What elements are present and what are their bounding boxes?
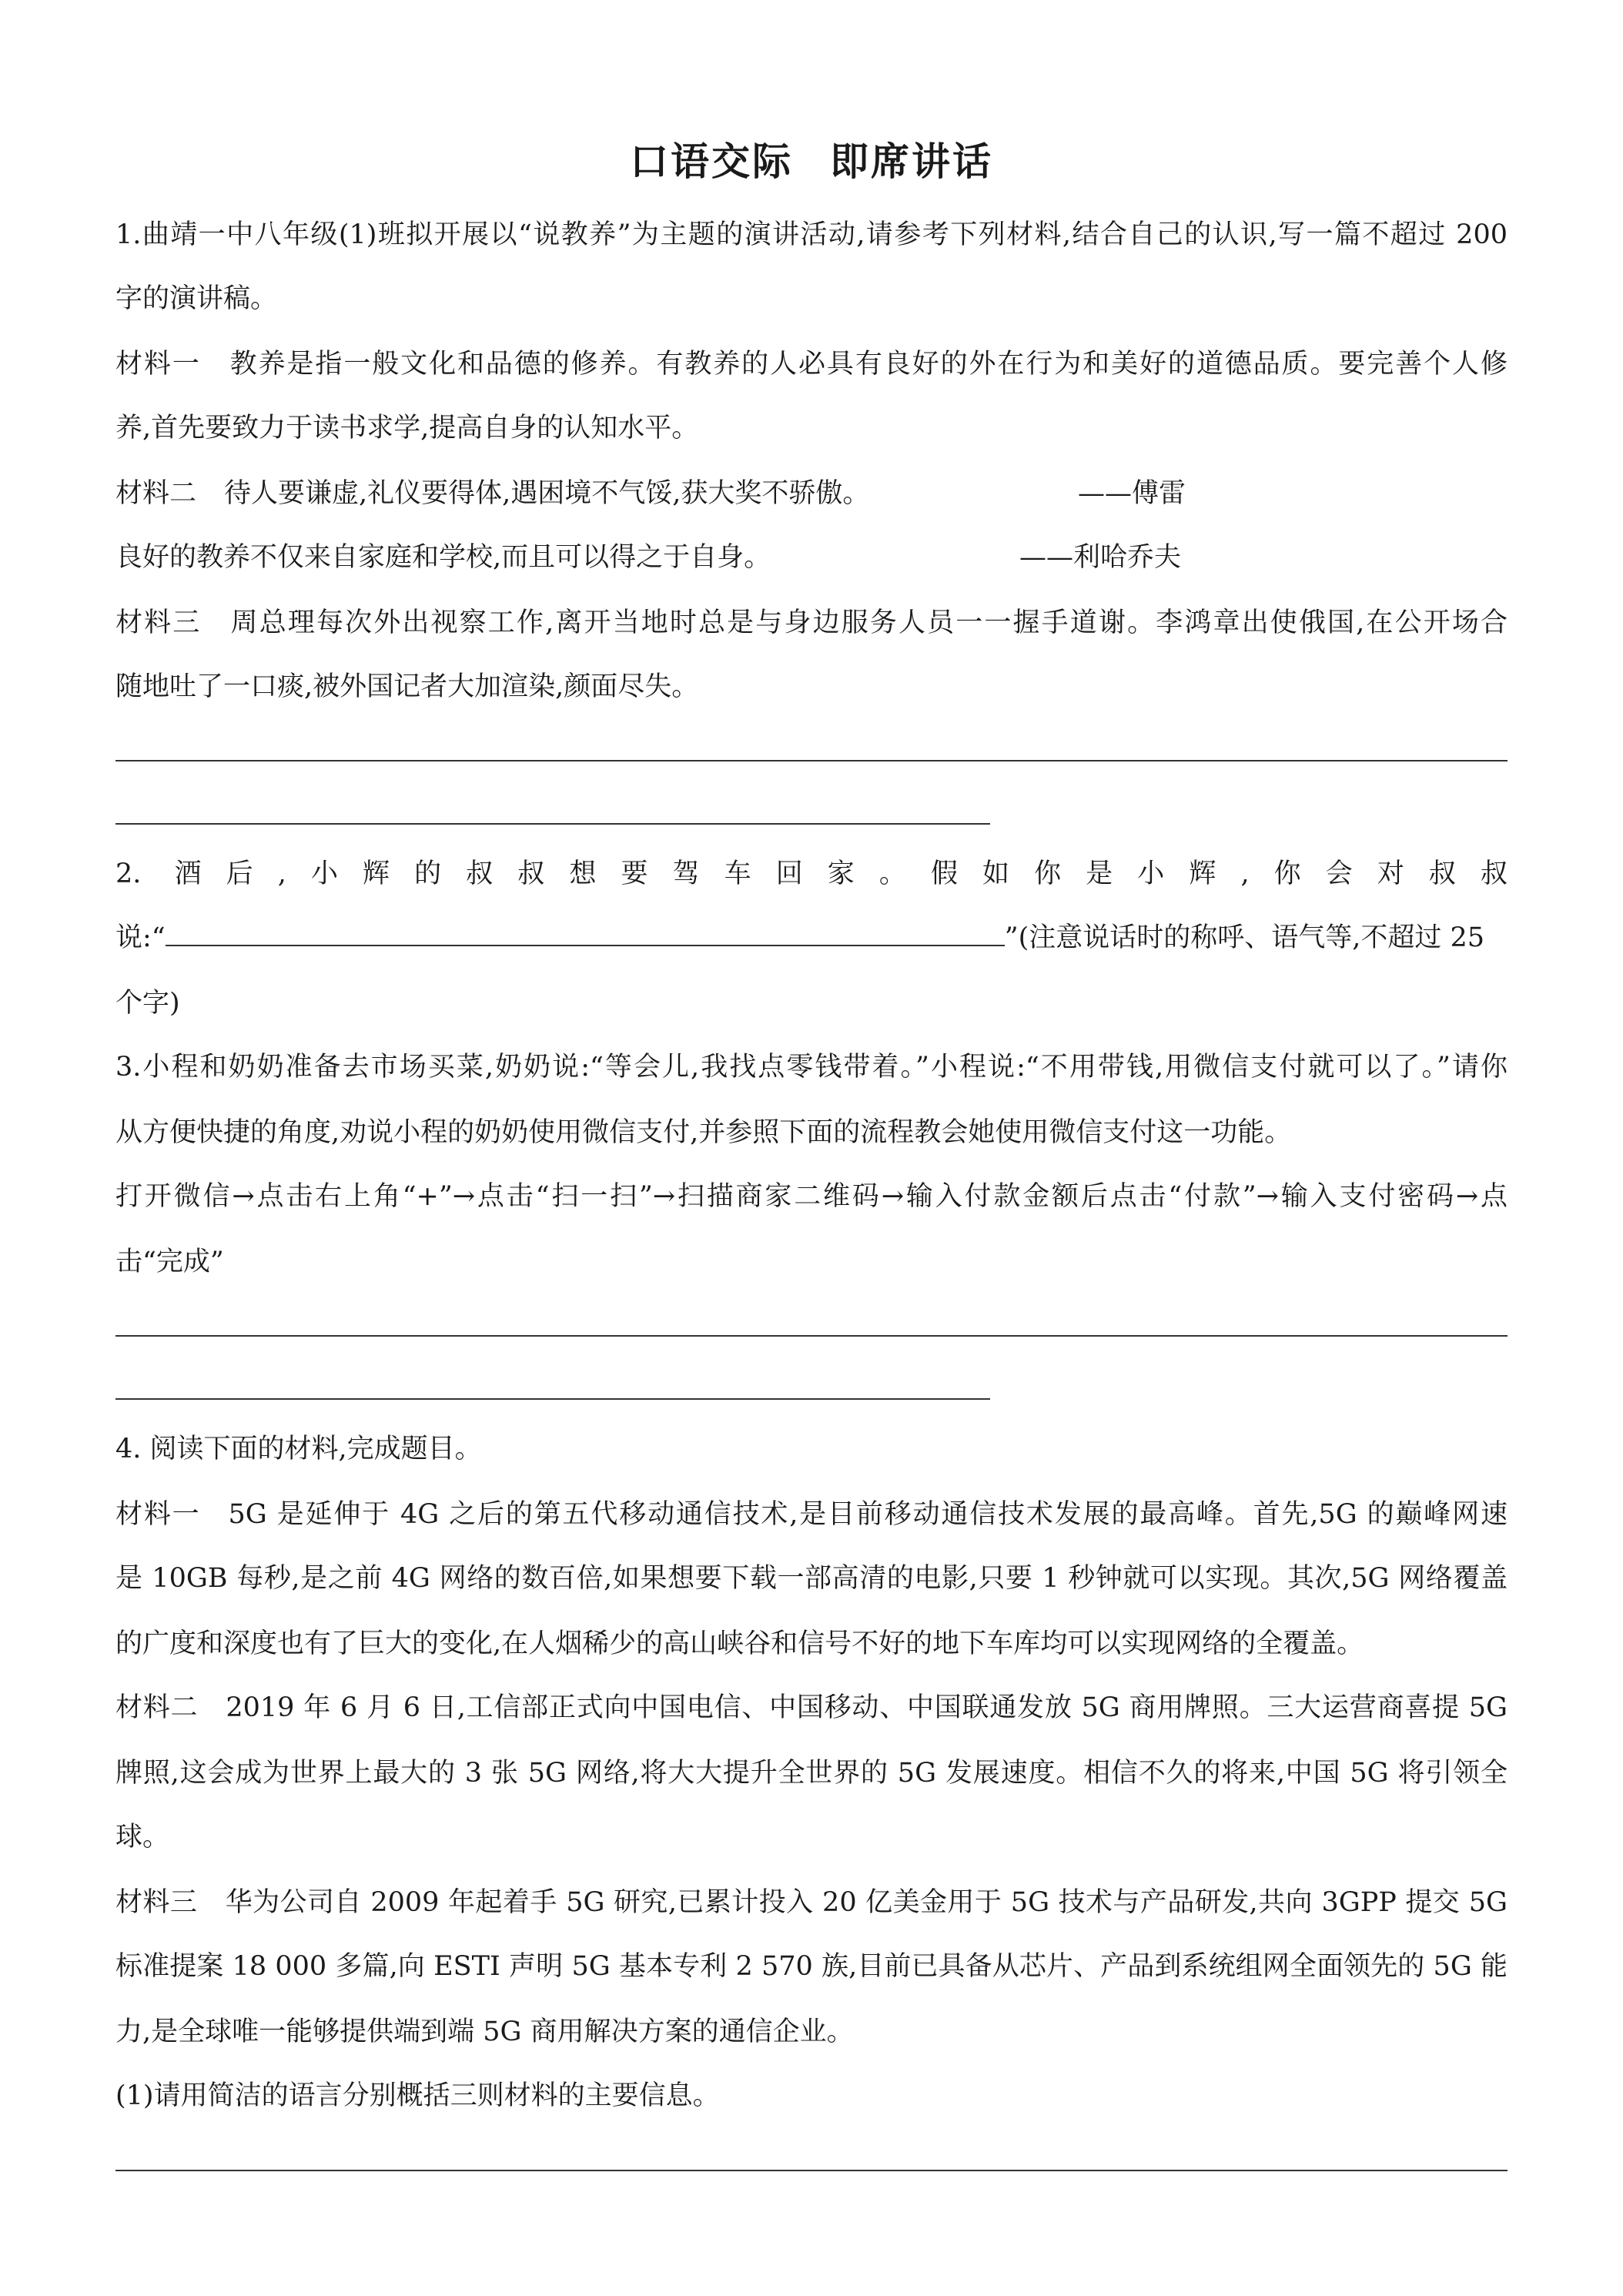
- q1-material1-line2: 养,首先要致力于读书求学,提高自身的认知水平。: [115, 413, 699, 443]
- q2-line2: 说:“ ”(注意说话时的称呼、语气等,不超过 25: [115, 922, 1485, 953]
- material-label: 材料三: [115, 607, 202, 638]
- q4-material2-line2: 牌照,这会成为世界上最大的 3 张 5G 网络,将大大提升全世界的 5G 发展速度。相信不久的将来,中国 5G 将引领全: [115, 1758, 1508, 1789]
- q1-material2-author1: ——傅雷: [1078, 478, 1186, 509]
- title-part1: 口语交际: [630, 139, 793, 184]
- q4-intro: 4. 阅读下面的材料,完成题目。: [115, 1434, 482, 1464]
- answer-line[interactable]: [115, 1398, 990, 1400]
- material-label: 材料二: [115, 478, 197, 509]
- answer-line[interactable]: [115, 1335, 1508, 1337]
- q1-material2-quote2: 良好的教养不仅来自家庭和学校,而且可以得之于自身。: [115, 542, 771, 573]
- answer-line[interactable]: [115, 823, 990, 825]
- q4-material1-line1: 材料一 5G 是延伸于 4G 之后的第五代移动通信技术,是目前移动通信技术发展的最高峰。首先,5G 的巅峰网速: [115, 1499, 1508, 1530]
- q1-material3-line2: 随地吐了一口痰,被外国记者大加渲染,颜面尽失。: [115, 671, 699, 702]
- q1-line2: 字的演讲稿。: [115, 283, 278, 314]
- q1-material1-line1: 材料一 教养是指一般文化和品德的修养。有教养的人必具有良好的外在行为和美好的道德品质。要完善个人修: [115, 349, 1508, 380]
- q4-material3-line2: 标准提案 18 000 多篇,向 ESTI 声明 5G 基本专利 2 570 族,目前已具备从芯片、产品到系统组网全面领先的 5G 能: [115, 1951, 1508, 1982]
- q3-line3: 打开微信→点击右上角“+”→点击“扫一扫”→扫描商家二维码→输入付款金额后点击“付款”→输入支付密码→点: [115, 1181, 1508, 1212]
- q3-line2: 从方便快捷的角度,劝说小程的奶奶使用微信支付,并参照下面的流程教会她使用微信支付这一功能。: [115, 1117, 1292, 1148]
- q3-line4: 击“完成”: [115, 1247, 224, 1277]
- q4-material2-line3: 球。: [115, 1822, 170, 1853]
- q4-material1-line2: 是 10GB 每秒,是之前 4G 网络的数百倍,如果想要下载一部高清的电影,只要 1 秒钟就可以实现。其次,5G 网络覆盖: [115, 1563, 1508, 1594]
- material-label: 材料一: [115, 1499, 201, 1530]
- q4-material3-line3: 力,是全球唯一能够提供端到端 5G 商用解决方案的通信企业。: [115, 2017, 854, 2047]
- q1-material2-quote1: 材料二 待人要谦虚,礼仪要得体,遇困境不气馁,获大奖不骄傲。: [115, 478, 870, 509]
- q4-material1-line3: 的广度和深度也有了巨大的变化,在人烟稀少的高山峡谷和信号不好的地下车库均可以实现网络的全覆盖。: [115, 1628, 1364, 1659]
- q1-material3-line1: 材料三 周总理每次外出视察工作,离开当地时总是与身边服务人员一一握手道谢。李鸿章出使俄国,在公开场合: [115, 607, 1508, 638]
- q1-line1: 1.曲靖一中八年级(1)班拟开展以“说教养”为主题的演讲活动,请参考下列材料,结合自己的认识,写一篇不超过 200: [115, 219, 1508, 250]
- answer-blank[interactable]: [166, 922, 1005, 946]
- answer-line[interactable]: [115, 760, 1508, 761]
- q4-material3-line1: 材料三 华为公司自 2009 年起着手 5G 研究,已累计投入 20 亿美金用于 5G 技术与产品研发,共向 3GPP 提交 5G: [115, 1887, 1508, 1918]
- material-label: 材料三: [115, 1887, 198, 1918]
- title-part2: 即席讲话: [830, 139, 993, 184]
- q3-line1: 3.小程和奶奶准备去市场买菜,奶奶说:“等会儿,我找点零钱带着。”小程说:“不用带钱,用微信支付就可以了。”请你: [115, 1052, 1508, 1083]
- material-label: 材料二: [115, 1692, 199, 1723]
- answer-line[interactable]: [115, 2170, 1508, 2171]
- q2-line1: 2. 酒后,小辉的叔叔想要驾车回家。假如你是小辉,你会对叔叔: [115, 858, 1508, 889]
- q4-material2-line1: 材料二 2019 年 6 月 6 日,工信部正式向中国电信、中国移动、中国联通发放 5G 商用牌照。三大运营商喜提 5G: [115, 1692, 1508, 1723]
- q4-subquestion-1: (1)请用简洁的语言分别概括三则材料的主要信息。: [115, 2080, 720, 2111]
- q1-material2-author2: ——利哈乔夫: [1019, 542, 1182, 573]
- page-title: [0, 131, 1623, 186]
- q2-line3: 个字): [115, 988, 180, 1019]
- material-label: 材料一: [115, 349, 201, 380]
